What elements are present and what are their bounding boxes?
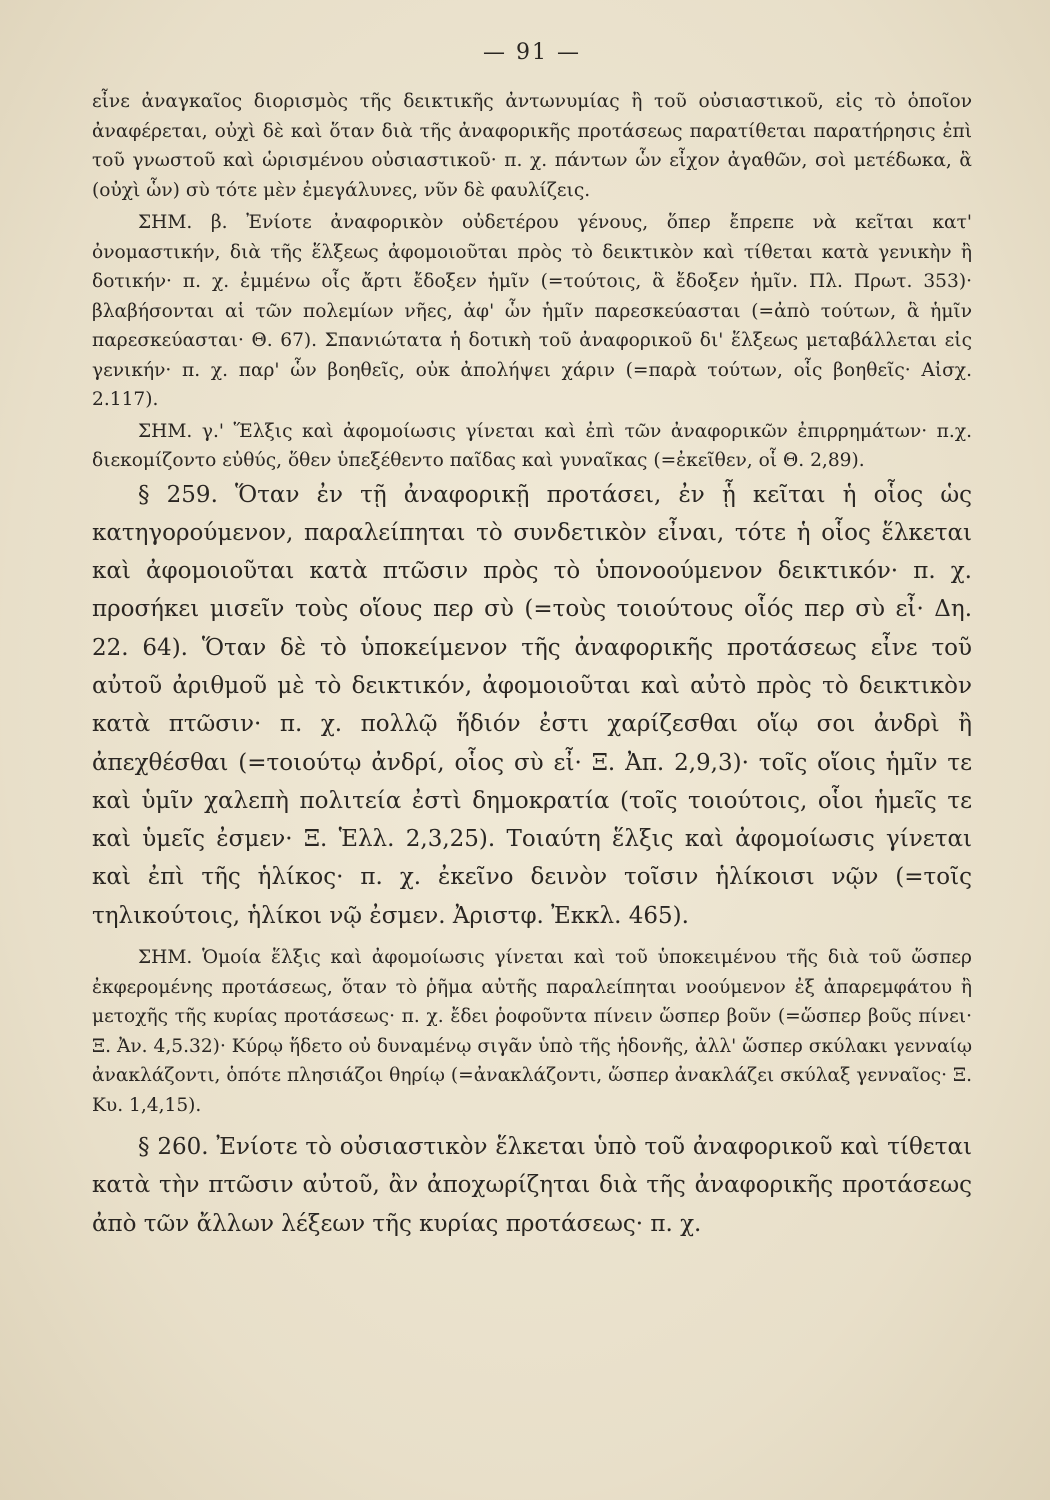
section-260: § 260. Ἐνίοτε τὸ οὐσιαστικὸν ἕλκεται ὑπὸ τοῦ ἀναφορικοῦ καὶ τίθεται κατὰ τὴν πτῶσιν αὐτοῦ, ἂν ἀποχωρίζηται διὰ τῆς ἀναφορικῆς προτάσεως ἀπὸ τῶν ἄλλων λέξεων τῆς κυρίας προτάσεως· π. χ.	[92, 1134, 972, 1237]
paragraph-continuation: εἶνε ἀναγκαῖος διορισμὸς τῆς δεικτικῆς ἀντωνυμίας ἢ τοῦ οὐσιαστικοῦ, εἰς τὸ ὁποῖον ἀναφέρεται, οὐχὶ δὲ καὶ ὅταν διὰ τῆς ἀναφορικῆς προτάσεως παρατίθεται παρατήρησις ἐπὶ τοῦ γνωστοῦ καὶ ὡρισμένου οὐσιαστικοῦ· π. χ. πάντων ὧν εἶχον ἀγαθῶν, σοὶ μετέδωκα, ἃ (οὐχὶ ὧν) σὺ τότε μὲν ἐμεγάλυνες, νῦν δὲ φαυλίζεις.	[92, 91, 972, 201]
note-gamma: ΣΗΜ. γ.' Ἕλξις καὶ ἀφομοίωσις γίνεται καὶ ἐπὶ τῶν ἀναφορικῶν ἐπιρρημάτων· π.χ. διεκομίζοντο εὐθύς, ὅθεν ὑπεξέθεντο παῖδας καὶ γυναῖκας (=ἐκεῖθεν, οἷ Θ. 2,89).	[92, 420, 972, 471]
note-section-259: ΣΗΜ. Ὁμοία ἕλξις καὶ ἀφομοίωσις γίνεται καὶ τοῦ ὑποκειμένου τῆς διὰ τοῦ ὥσπερ ἐκφερομένης προτάσεως, ὅταν τὸ ῥῆμα αὐτῆς παραλείπηται νοούμενον ἐξ ἀπαρεμφάτου ἢ μετοχῆς τῆς κυρίας προτάσεως· π. χ. ἔδει ῥοφοῦντα πίνειν ὥσπερ βοῦν (=ὥσπερ βοῦς πίνει· Ξ. Ἀν. 4,5.32)· Κύρῳ ἥδετο οὐ δυναμένῳ σιγᾶν ὑπὸ τῆς ἡδονῆς, ἀλλ' ὥσπερ σκύλακι γενναίῳ ἀνακλάζοντι, ὁπότε πλησιάζοι θηρίῳ (=ἀνακλάζοντι, ὥσπερ ἀνακλάζει σκύλαξ γενναῖος· Ξ. Κυ. 1,4,15).	[92, 947, 972, 1116]
note-beta: ΣΗΜ. β. Ἐνίοτε ἀναφορικὸν οὐδετέρου γένους, ὅπερ ἔπρεπε νὰ κεῖται κατ' ὀνομαστικήν, διὰ τῆς ἕλξεως ἀφομοιοῦται πρὸς τὸ δεικτικὸν καὶ τίθεται κατὰ γενικὴν ἢ δοτικήν· π. χ. ἐμμένω οἷς ἄρτι ἔδοξεν ἡμῖν (=τούτοις, ἃ ἔδοξεν ἡμῖν. Πλ. Πρωτ. 353)· βλαβήσονται αἱ τῶν πολεμίων νῆες, ἀφ' ὧν ἡμῖν παρεσκεύασται (=ἀπὸ τούτων, ἃ ἡμῖν παρεσκεύασται· Θ. 67). Σπανιώτατα ἡ δοτικὴ τοῦ ἀναφορικοῦ δι' ἕλξεως μεταβάλλεται εἰς γενικήν· π. χ. παρ' ὧν βοηθεῖς, οὐκ ἀπολήψει χάριν (=παρὰ τούτων, οἷς βοηθεῖς· Αἰσχ. 2.117).	[92, 212, 972, 410]
page-number: — 91 —	[483, 40, 581, 65]
section-259: § 259. Ὅταν ἐν τῇ ἀναφορικῇ προτάσει, ἐν ᾗ κεῖται ἡ οἷος ὡς κατηγορούμενον, παραλείπηται τὸ συνδετικὸν εἶναι, τότε ἡ οἷος ἕλκεται καὶ ἀφομοιοῦται κατὰ πτῶσιν πρὸς τὸ ὑπονοούμενον δεικτικόν· π. χ. προσήκει μισεῖν τοὺς οἵους περ σὺ (=τοὺς τοιούτους οἷός περ σὺ εἶ· Δη. 22. 64). Ὅταν δὲ τὸ ὑποκείμενον τῆς ἀναφορικῆς προτάσεως εἶνε τοῦ αὐτοῦ ἀριθμοῦ μὲ τὸ δεικτικόν, ἀφομοιοῦται καὶ αὐτὸ πρὸς τὸ δεικτικὸν κατὰ πτῶσιν· π. χ. πολλῷ ἥδιόν ἐστι χαρίζεσθαι οἵῳ σοι ἀνδρὶ ἢ ἀπεχθέσθαι (=τοιούτῳ ἀνδρί, οἷος σὺ εἶ· Ξ. Ἀπ. 2,9,3)· τοῖς οἵοις ἡμῖν τε καὶ ὑμῖν χαλεπὴ πολιτεία ἐστὶ δημοκρατία (τοῖς τοιούτοις, οἷοι ἡμεῖς τε καὶ ὑμεῖς ἐσμεν· Ξ. Ἑλλ. 2,3,25). Τοιαύτη ἕλξις καὶ ἀφομοίωσις γίνεται καὶ ἐπὶ τῆς ἡλίκος· π. χ. ἐκεῖνο δεινὸν τοῖσιν ἡλίκοισι νῷν (=τοῖς τηλικούτοις, ἡλίκοι νῷ ἐσμεν. Ἀριστφ. Ἐκκλ. 465).	[92, 481, 972, 929]
